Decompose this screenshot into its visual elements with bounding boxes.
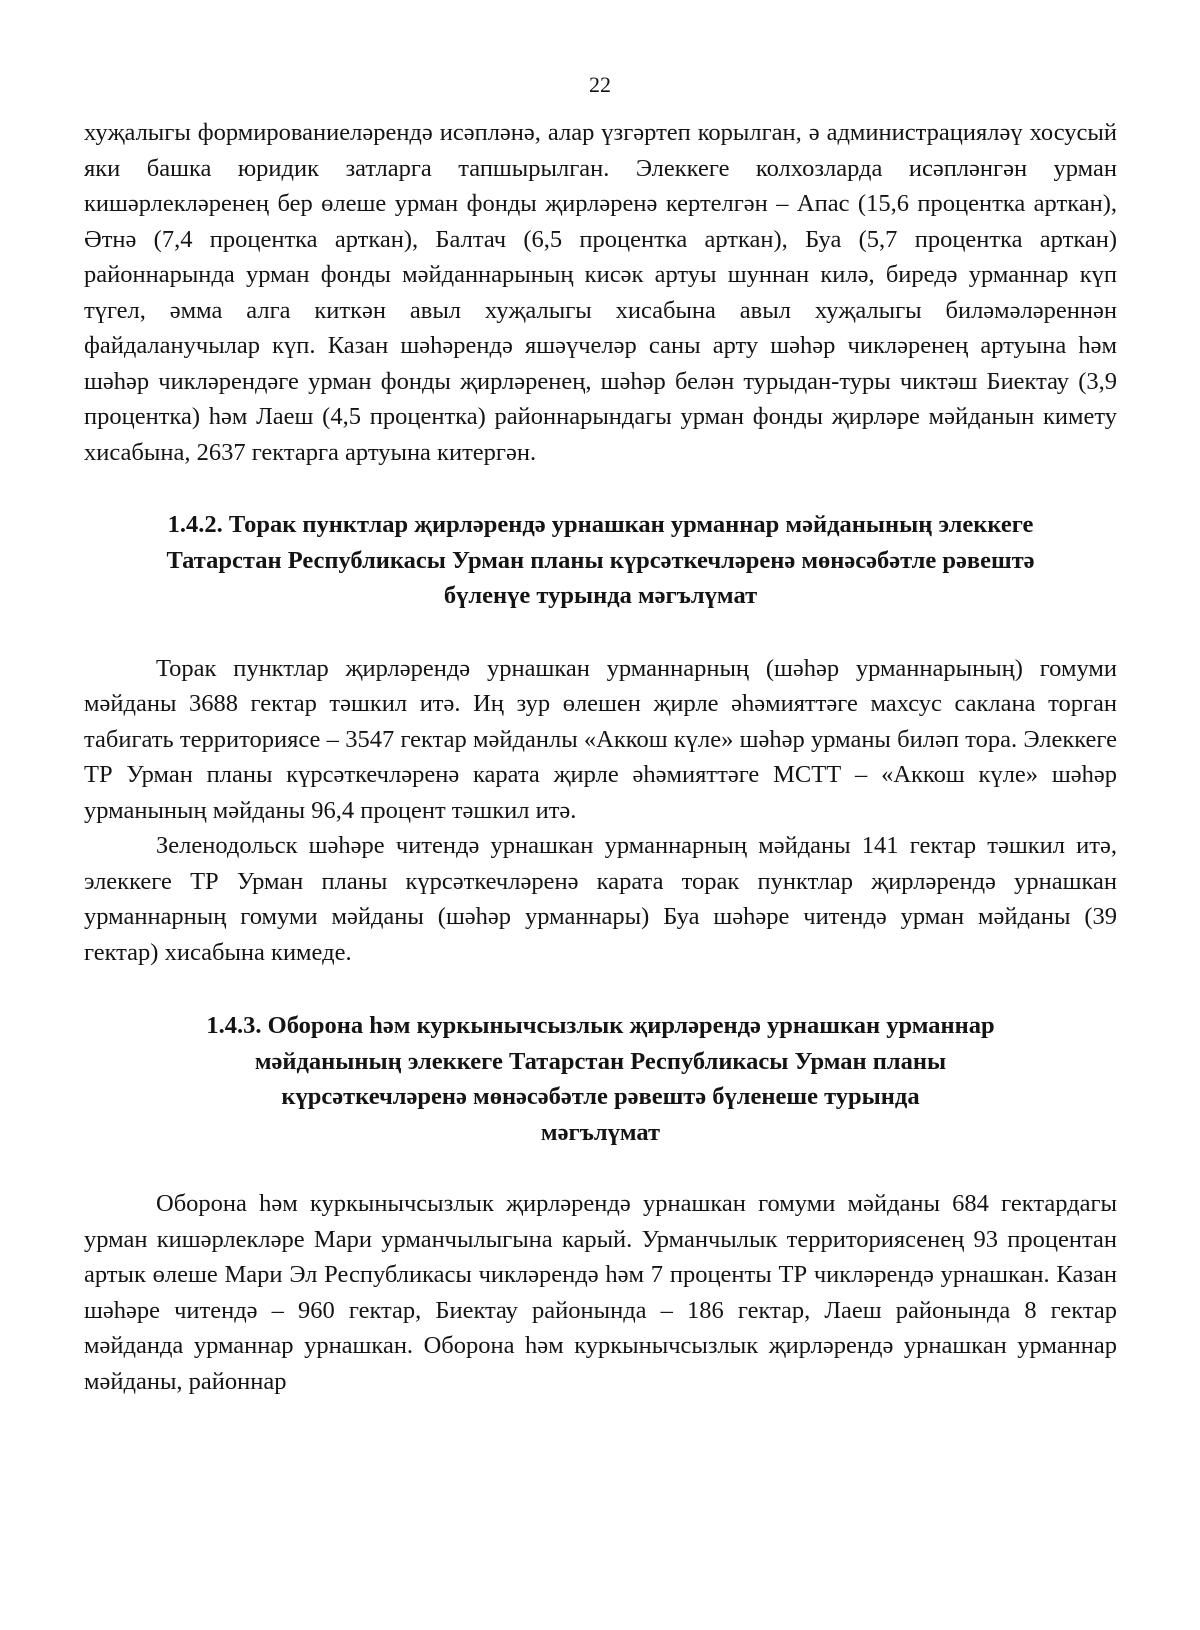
page-number: 22 [589, 72, 611, 97]
heading-line: 1.4.2. Торак пунктлар җирләрендә урнашкан урманнар мәйданының элеккеге [167, 511, 1034, 538]
heading-line: мәгълүмат [540, 1118, 661, 1146]
heading-line: 1.4.3. Оборона һәм куркынычсызлык җирләрендә урнашкан урманнар [206, 1012, 995, 1039]
section-heading-1-4-2 [84, 507, 1117, 614]
paragraph-zelenodolsk: Зеленодольск шәһәре читендә урнашкан урманнарның мәйданы 141 гектар тәшкил итә, элеккеге ТР Урман планы күрсәткечләренә карата торак пунктлар җирләрендә урнашкан урманнарның гомуми мәйданы (шәһәр урманнары) Буа шәһәре читендә урман мәйданы (39 гектар) хисабына кимеде. [84, 832, 1117, 966]
heading-line: мәйданының элеккеге Татарстан Республикасы Урман планы [254, 1047, 947, 1075]
paragraph-continued: хуҗалыгы формированиеләрендә исәпләнә, алар үзгәртеп корылган, ә администрацияләү хосусый яки башка юридик затларга тапшырылган. Элеккеге колхозларда исәпләнгән урман кишәрлекләренең бер өлеше урман фонды җирләренә кертелгән – Апас (15,6 процентка арткан), Әтнә (7,4 процентка арткан), Балтач (6,5 процентка арткан), Буа (5,7 процентка арткан) районнарында урман фонды мәйданнарының кисәк артуы шуннан килә, биредә урманнар күп түгел, әмма алга киткән авыл хуҗалыгы хисабына авыл хуҗалыгы биләмәләреннән файдаланучылар күп. Казан шәһәрендә яшәүчеләр саны арту шәһәр чикләренең артуына һәм шәһәр чикләрендәге урман фонды җирләренең, шәһәр белән турыдан-туры чиктәш Биектау (3,9 процентка) һәм Лаеш (4,5 процентка) районнарындагы урман фонды җирләре мәйданын кимету хисабына, 2637 гектарга артуына китергән. [84, 119, 1117, 466]
heading-line: Татарстан Республикасы Урман планы күрсәткечләренә мөнәсәбәтле рәвештә [166, 546, 1035, 574]
heading-line: күрсәткечләренә мөнәсәбәтле рәвештә бүленеше турында [281, 1083, 920, 1110]
paragraph-settlement-forests: Торак пунктлар җирләрендә урнашкан урманнарның (шәһәр урманнарының) гомуми мәйданы 3688 гектар тәшкил итә. Иң зур өлешен җирле әһәмияттәге махсус саклана торган табигать территориясе – 3547 гектар мәйданлы «Аккош күле» шәһәр урманы биләп тора. Элеккеге ТР Урман планы күрсәткечләренә карата җирле әһәмияттәге МСТТ – «Аккош күле» шәһәр урманының мәйданы 96,4 процент тәшкил итә. [84, 654, 1117, 824]
section-heading-1-4-3 [84, 1008, 1117, 1150]
heading-line: бүленүе турында мәгълүмат [443, 582, 758, 609]
page-content [84, 115, 1117, 1399]
paragraph-defense-lands: Оборона һәм куркынычсызлык җирләрендә урнашкан гомуми мәйданы 684 гектардагы урман кишәрлекләре Мари урманчылыгына карый. Урманчылык территориясенең 93 процентан артык өлеше Мари Эл Республикасы чикләрендә һәм 7 проценты ТР чикләрендә урнашкан. Казан шәһәре читендә – 960 гектар, Биектау районында – 186 гектар, Лаеш районында 8 гектар мәйданда урманнар урнашкан. Оборона һәм куркынычсызлык җирләрендә урнашкан урманнар мәйданы, районнар [84, 1190, 1117, 1395]
